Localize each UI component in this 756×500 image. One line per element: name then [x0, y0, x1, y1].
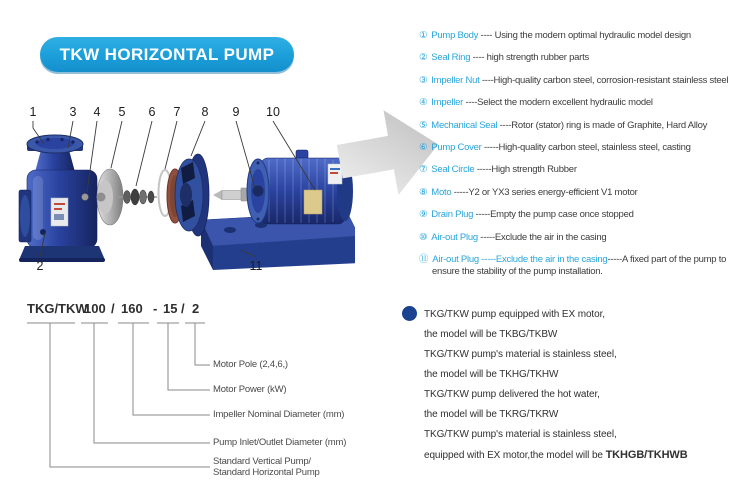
note-line: TKG/TKW pump delivered the hot water,: [424, 389, 600, 400]
label-impeller-diameter: Impeller Nominal Diameter (mm): [213, 409, 345, 420]
callout-7: 7: [173, 105, 181, 119]
part-desc: -----High strength Rubber: [474, 164, 577, 176]
item-number: ⑧: [419, 186, 428, 198]
item-number: ⑨: [419, 209, 428, 221]
model-dash: -: [153, 301, 158, 316]
part-name: Air-out Plug -----Exclude the air in the casing: [432, 253, 608, 265]
list-item: [419, 187, 756, 199]
label-series-line2: Standard Horizontal Pump: [213, 467, 320, 478]
note-line: TKG/TKW pump's material is stainless steel,: [424, 349, 617, 360]
callout-6: 6: [148, 105, 156, 119]
item-number: ②: [419, 52, 428, 64]
model-slash-1: /: [111, 301, 115, 316]
callout-1: 1: [29, 105, 37, 119]
callout-9: 9: [232, 105, 240, 119]
note-model-bold: TKHGB/TKHWB: [605, 449, 688, 461]
part-desc: -----Y2 or YX3 series energy-efficient V1 motor: [451, 186, 638, 198]
callout-5: 5: [118, 105, 126, 119]
label-motor-pole: Motor Pole (2,4,6,): [213, 359, 288, 370]
part-name: Drain Plug: [431, 209, 474, 221]
part-desc: ----High-quality carbon steel, corrosion-resistant stainless steel: [479, 74, 729, 86]
page-title: TKW HORIZONTAL PUMP: [59, 44, 275, 64]
item-number: ③: [419, 74, 428, 86]
part-desc: -----High-quality carbon steel, stainless steel, casting: [481, 141, 691, 153]
item-number: ⑪: [419, 253, 429, 265]
model-slash-2: /: [181, 301, 185, 316]
part-name: Seal Circle: [431, 164, 475, 176]
parts-list: [419, 30, 756, 288]
part-desc: -----Exclude the air in the casing: [477, 231, 607, 243]
item-number: ④: [419, 97, 428, 109]
callout-10: 10: [266, 105, 280, 119]
list-item: [419, 254, 756, 278]
mechanical-seal-shape: [118, 189, 157, 205]
part-desc: -----A fixed part of the pump to ensure the stability of the pump installation.: [432, 253, 727, 277]
motor-nameplate-yellow: [304, 190, 322, 214]
part-name: Air-out Plug: [431, 231, 478, 243]
note-line-prefix: equipped with EX motor,the model will be: [424, 450, 606, 461]
exploded-pump-illustration: [15, 100, 355, 280]
list-item: [419, 164, 756, 176]
label-motor-power: Motor Power (kW): [213, 384, 287, 395]
part-desc: ----Select the modern excellent hydraulic model: [463, 97, 653, 109]
item-number: ①: [419, 30, 428, 41]
note-line: [424, 445, 756, 465]
part-desc: -----Empty the pump case once stopped: [473, 209, 634, 221]
callout-2: 2: [36, 259, 44, 273]
label-inlet-outlet-diameter: Pump Inlet/Outlet Diameter (mm): [213, 437, 347, 448]
part-name: Seal Ring: [431, 52, 471, 64]
list-item: [419, 232, 756, 244]
note-line: the model will be TKHG/TKHW: [424, 369, 559, 380]
list-item: [419, 75, 756, 87]
list-item: [419, 142, 756, 154]
model-impeller-diameter: 160: [121, 301, 143, 316]
callout-11: 11: [249, 259, 263, 273]
bullet-icon: [402, 306, 417, 321]
part-name: Pump Body: [431, 30, 479, 41]
part-name: Mechanical Seal: [431, 119, 498, 131]
list-item: [419, 97, 756, 109]
part-desc: ---- high strength rubber parts: [470, 52, 589, 64]
part-name: Moto: [431, 186, 452, 198]
list-item: [419, 209, 756, 221]
item-number: ⑦: [419, 164, 428, 176]
part-desc: ----Rotor (stator) ring is made of Graphite, Hard Alloy: [497, 119, 708, 131]
note-line: TKG/TKW pump's material is stainless steel,: [424, 429, 617, 440]
model-power: 15: [163, 301, 178, 316]
title-banner: [40, 37, 294, 72]
list-item: [419, 30, 756, 42]
item-number: ⑥: [419, 141, 428, 153]
callout-3: 3: [69, 105, 77, 119]
label-series-line1: Standard Vertical Pump/: [213, 456, 311, 467]
note-line: the model will be TKBG/TKBW: [424, 329, 558, 340]
note-line: TKG/TKW pump equipped with EX motor,: [424, 309, 605, 320]
pump-cover-shape: [167, 154, 209, 236]
part-name: Impeller: [431, 97, 464, 109]
item-number: ⑤: [419, 119, 428, 131]
motor-shape: [213, 150, 353, 224]
note-line: the model will be TKRG/TKRW: [424, 409, 559, 420]
callout-8: 8: [201, 105, 209, 119]
callout-4: 4: [93, 105, 101, 119]
part-desc: ---- Using the modern optimal hydraulic model design: [478, 30, 691, 41]
model-inlet-diameter: 100: [84, 301, 106, 316]
model-variant-notes: [424, 305, 756, 465]
model-series: TKG/TKW: [27, 301, 88, 316]
part-name: Pump Cover: [431, 141, 482, 153]
list-item: [419, 52, 756, 64]
model-pole: 2: [192, 301, 200, 316]
list-item: [419, 120, 756, 132]
part-name: Impeller Nut: [431, 74, 480, 86]
item-number: ⑩: [419, 231, 428, 243]
